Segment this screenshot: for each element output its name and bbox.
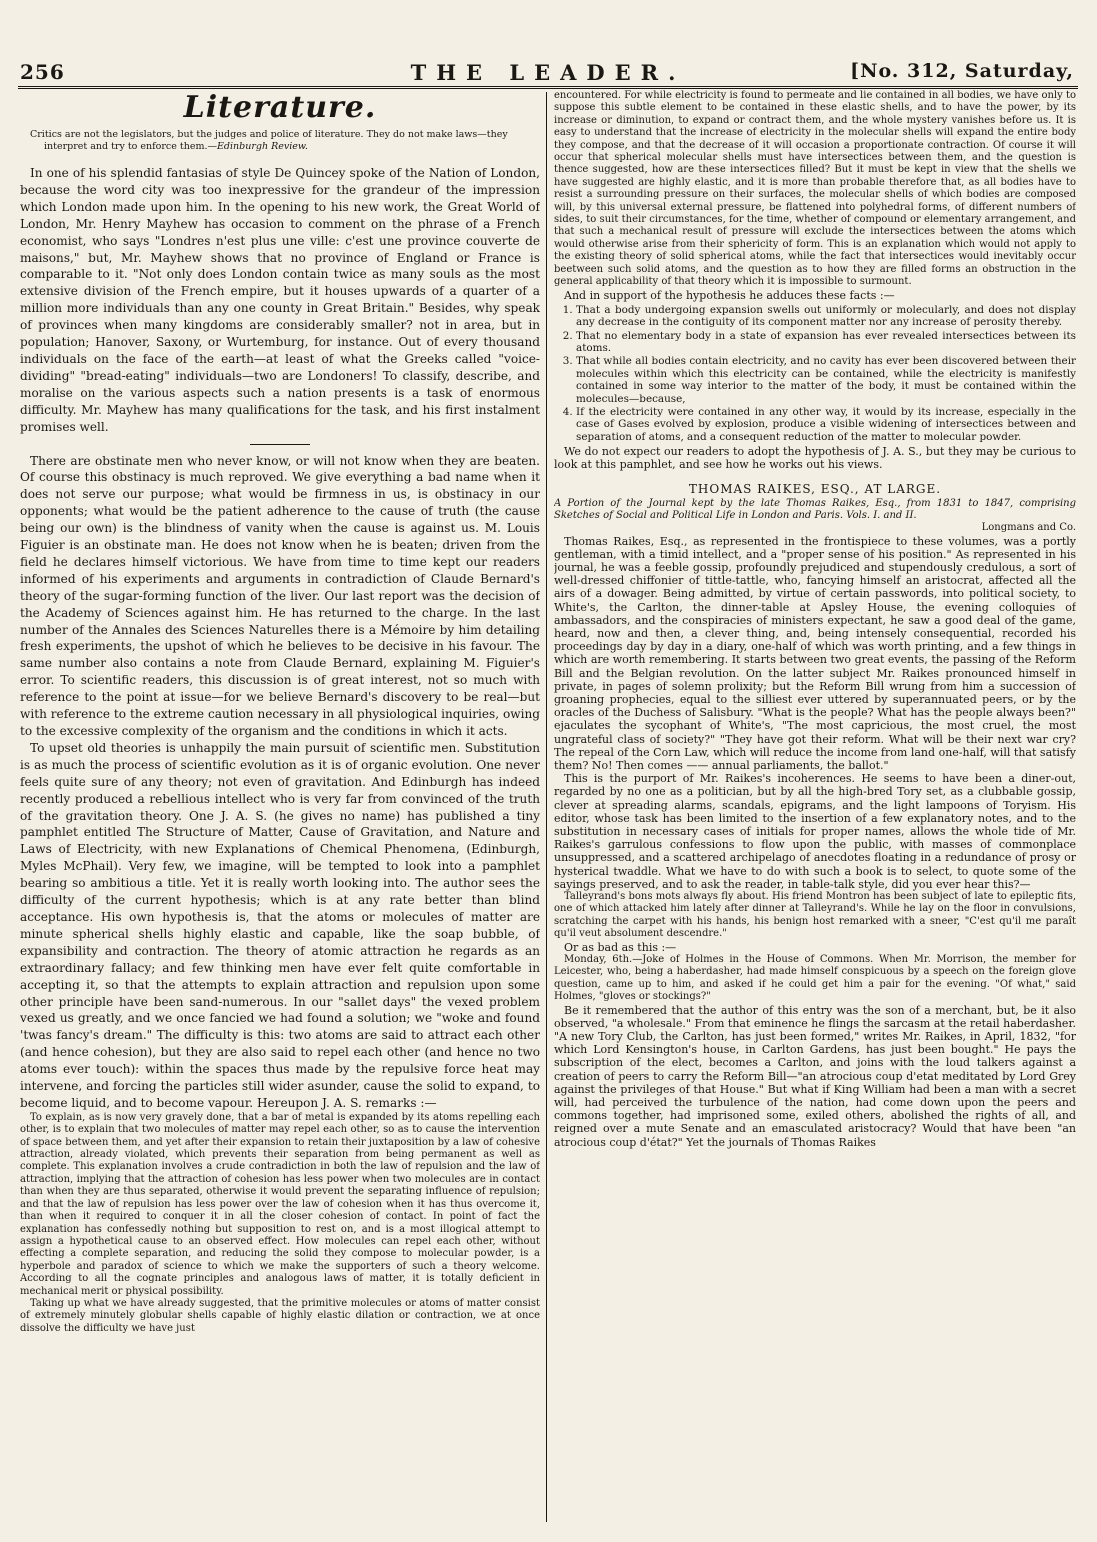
- article-paragraph: There are obstinate men who never know, or will not know when they are beaten. Of course this obstinacy is much reproved. We give everything a bad name when it does not serve our purpose; what would be firmness in us, is obstinacy in our opponents; what would be the patient adherence to the cause of truth (the cause being our own) is the blindness of vanity when the cause is against us. M. Louis Figuier is an obstinate man. He does not know when he is beaten; driven from the field he declares himself victorious. We have from time to time kept our readers informed of his experiments and arguments in contradiction of Claude Bernard's theory of the sugar-forming function of the liver. Our last report was the decision of the Academy of Sciences against him. He has returned to the charge. In the last number of the Annales des Sciences Naturelles there is a Mémoire by him detailing fresh experiments, the upshot of which he believes to be decisive in his favour. The same number also contains a note from Claude Bernard, explaining M. Figuier's error. To scientific readers, this discussion is of great interest, not so much with reference to the point at issue—for we believe Bernard's discovery to be real—but with reference to the extreme caution necessary in all physiological inquiries, owing to the excessive complexity of the organism and the conditions in which it acts.: [20, 453, 540, 738]
- facts-close: We do not expect our readers to adopt the hypothesis of J. A. S., but they may be curious to look at this pamphlet, and see how he works out his views.: [554, 445, 1076, 472]
- issue-info: [No. 312, Saturday,: [850, 60, 1074, 82]
- section-title: Literature.: [183, 90, 377, 125]
- quoted-paragraph: To explain, as is now very gravely done, that a bar of metal is expanded by its atoms repelling each other, is to explain that two molecules of matter may repel each other, so as to cause the intervention of space between them, and yet after their expansion to retain their juxtaposition by a law of cohesive attraction, already violated, which prevents their separation from being permanent as well as complete. This explanation involves a crude contradiction in both the law of repulsion and the law of attraction, implying that the attraction of cohesion has less power when two molecules are in contact than when they are thus separated, otherwise it would prevent the separating influence of repulsion; and that the law of repulsion has less power over the law of cohesion when it has thus overcome it, than when it required to conquer it in all the closer cohesion of contact. In point of fact the explanation has confessedly nothing but supposition to rest on, and is a most illogical attempt to assign a hypothetical cause to an observed effect. How molecules can repel each other, without effecting a complete separation, and reducing the solid they compose to molecular powder, is a hyperbole and paradox of science to which we make the supporters of such a theory welcome. According to all the cognate principles and analogous laws of matter, it is totally deficient in mechanical merit or physical possibility.: [20, 1111, 540, 1297]
- left-column: [20, 90, 540, 1530]
- review-title: THOMAS RAIKES, ESQ., AT LARGE.: [688, 481, 942, 496]
- column-divider: [546, 92, 547, 1522]
- review-quote: Talleyrand's bons mots always fly about. His friend Montron has been subject of late to epileptic fits, one of which attacked him lately after dinner at Talleyrand's. While he lay on the floor in convulsions, scratching the carpet with his hands, his benign host remarked with a sneer, "C'est qu'il me paraît qu'il veut absolument descendre.": [554, 891, 1076, 940]
- epigraph: [30, 129, 530, 153]
- review-paragraph: Or as bad as this :—: [564, 940, 677, 954]
- article-paragraph: To upset old theories is unhappily the main pursuit of scientific men. Substitution is as much the process of scientific evolution as it is of organic evolution. One never feels quite sure of any theory; not even of gravitation. And Edinburgh has indeed recently produced a rebellious intellect who is very far from convinced of the truth of the gravitation theory. One J. A. S. (he gives no name) has published a tiny pamphlet entitled The Structure of Matter, Cause of Gravitation, and Nature and Laws of Electricity, with new Explanations of Chemical Phenomena, (Edinburgh, Myles McPhail). Very few, we imagine, will be tempted to look into a pamphlet bearing so ambitious a title. Yet it is really worth looking into. The author sees the difficulty of the current hypothesis; which is at any rate better than blind acceptance. His own hypothesis is, that the atoms or molecules of matter are minute spherical shells highly elastic and capable, like the soap bubble, of expansibility and contraction. The theory of atomic attraction he regards as an extraordinary fallacy; and few thinking men have ever felt quite comfortable in accepting it, so that the attempts to explain attraction and repulsion upon some other principle have been sand-numerous. In our "sallet days" the vexed problem vexed us greatly, and we once fancied we had found a solution; we "woke and found 'twas fancy's dream." The difficulty is this: two atoms are said to attract each other (and hence cohesion), but they are also said to repel each other (and hence no two atoms ever touch): within the spaces thus made by the repulsive force heat may intervene, and forcing the particles still wider asunder, cause the solid to expand, to become liquid, and to become vapour. Hereupon J. A. S. remarks :—: [20, 740, 540, 1110]
- facts-intro: And in support of the hypothesis he adduces these facts :—: [564, 288, 895, 302]
- list-item: 4. If the electricity were contained in any other way, it would by its increase, especially in the case of Gases evolved by explosion, produce a visible widening of intersectices between and separation of atoms, and a consequent reduction of the matter to molecular powder.: [576, 406, 1076, 443]
- review-paragraph: Be it remembered that the author of this entry was the son of a merchant, but, be it also observed, "a wholesale." From that eminence he flings the sarcasm at the retail haberdasher. "A new Tory Club, the Carlton, has just been formed," writes Mr. Raikes, in April, 1832, "for which Lord Kensington's house, in Carlton Gardens, has just been bought." He pays the subscription of the elect, becomes a Carlton, and joins with the loud talkers against a creation of peers to carry the Reform Bill—"an atrocious coup d'etat meditated by Lord Grey against the privileges of that House." But what if King William had been a man with a secret will, had perceived the turbulence of the nation, had come down upon the peers and commons together, had imprisoned some, exiled others, abolished the rights of all, and reigned over a mute Senate and an emasculated aristocracy? Would that have been "an atrocious coup d'état?" Yet the journals of Thomas Raikes: [554, 1003, 1076, 1149]
- epigraph-text: Critics are not the legislators, but the judges and police of literature. They do not make laws—they interpret and try to enforce them.—: [30, 129, 508, 152]
- epigraph-source: Edinburgh Review.: [216, 141, 308, 152]
- review-paragraph: This is the purport of Mr. Raikes's incoherences. He seems to have been a diner-out, regarded by no one as a politician, but by all the high-bred Tory set, as a clubbable gossip, clever at spreading alarms, scandals, epigrams, and the light lampoons of Toryism. His editor, whose task has been limited to the insertion of a few explanatory notes, and to the substitution in necessary cases of initials for proper names, allows the whole tide of Mr. Raikes's garrulous confessions to flow upon the public, with masses of commonplace unsuppressed, and a scattered archipelago of anecdotes floating in a redundance of prosy or hysterical twaddle. What we have to do with such a book is to select, to quote some of the sayings preserved, and to ask the reader, in table-talk style, did you ever hear this?—: [554, 772, 1076, 891]
- header-rule: [18, 86, 1078, 89]
- review-paragraph: Thomas Raikes, Esq., as represented in the frontispiece to these volumes, was a portly gentleman, with a timid intellect, and a "proper sense of his position." As represented in his journal, he was a feeble gossip, profoundly prejudiced and stupendously credulous, a sort of well-dressed chiffonier of tittle-tattle, who, fancying himself an aristocrat, affected all the airs of a dowager. Being admitted, by virtue of certain passwords, into political society, to White's, the Carlton, the dinner-table at Apsley House, the evening colloquies of ambassadors, and the conspiracies of ministers expectant, he saw a good deal of the game, heard, now and then, a clever thing, and, being intensely consequential, recorded his proceedings day by day in a diary, one-half of which was worth printing, and a few things in which are worth remembering. It starts between two great events, the passing of the Reform Bill and the Belgian revolution. On the latter subject Mr. Raikes pronounced himself in private, in pages of solemn prolixity; but the Reform Bill wrung from him a succession of groaning prophecies, equal to the silliest ever uttered by superannuated peers, or by the oracles of the Duchess of Salisbury. "What is the people? What has the people always been?" ejaculates the sycophant of White's, "The most capricious, the most cruel, the most ungrateful class of society?" "They have got their reform. What will be their next war cry? The repeal of the Corn Law, which will reduce the income from land one-half, will that satisfy them? No! Then comes —— annual parliaments, the ballot.": [554, 534, 1076, 773]
- quoted-paragraph: Taking up what we have already suggested, that the primitive molecules or atoms of matter consist of extremely minutely globular shells capable of highly elastic dilation or contraction, we at once dissolve the difficulty we have just: [20, 1297, 540, 1334]
- quoted-paragraph-continued: encountered. For while electricity is found to permeate and lie contained in all bodies, we have only to suppose this subtle element to be contained in these elastic shells, and to have the power, by its increase or diminution, to expand or contract them, and the whole mystery vanishes before us. It is easy to understand that the increase of electricity in the molecular shells will expand the entire body they compose, and that the decrease of it will occasion a proportionate contraction. Of course it will occur that spherical molecular shells must have intersectices between them, and the question is thence suggested, how are these intersectices filled? But it must be kept in view that the shells we have suggested are highly elastic, and it is more than probable therefore that, as all bodies have to resist a surrounding pressure on their surfaces, the molecular shells of which bodies are composed will, by this universal external pressure, be flattened into polyhedral forms, of different numbers of sides, to suit their circumstances, for the time, whether of compound or elementary arrangement, and that such a mechanical result of pressure will exclude the intersectices between the atoms which would otherwise arise from their sphericity of form. This is an explanation which would not apply to the existing theory of solid spherical atoms, while the fact that intersectices would inevitably occur beetween such solid atoms, and the question as to how they are filled forms an obstruction in the general applicability of that theory which it is impossible to surmount.: [554, 90, 1076, 288]
- list-item: 1. That a body undergoing expansion swells out uniformly or molecularly, and does not display any decrease in the contiguity of its component matter nor any increase of perosity thereby.: [576, 304, 1076, 329]
- list-item: 2. That no elementary body in a state of expansion has ever revealed intersectices between its atoms.: [576, 330, 1076, 355]
- page-number: 256: [20, 60, 65, 84]
- page-header: [18, 60, 1078, 86]
- review-subtitle: A Portion of the Journal kept by the late Thomas Raikes, Esq., from 1831 to 1847, comprising Sketches of Social and Political Life in London and Paris. Vols. I. and II.: [554, 497, 1076, 521]
- facts-list: [554, 304, 1076, 443]
- section-separator: [250, 444, 310, 445]
- newspaper-title: THE LEADER.: [410, 60, 686, 85]
- list-item: 3. That while all bodies contain electricity, and no cavity has ever been discovered between their molecules within which this electricity can be contained, while the electricity is manifestly contained in some way interior to the matter of the body, it must be contained within the molecules—because,: [576, 355, 1076, 405]
- article-paragraph: In one of his splendid fantasias of style De Quincey spoke of the Nation of London, because the word city was too inexpressive for the grandeur of the impression which London made upon him. In the opening to his new work, the Great World of London, Mr. Henry Mayhew has occasion to comment on the phrase of a French economist, who says "Londres n'est plus une ville: c'est une province couverte de maisons," but, Mr. Mayhew shows that no province of England or France is comparable to it. "Not only does London contain twice as many souls as the most extensive division of the French empire, but it houses upwards of a quarter of a million more individuals than any one county in Great Britain." Besides, why speak of provinces when many kingdoms are considerably smaller? not in area, but in population; Hanover, Saxony, or Wurtemburg, for instance. Out of every thousand individuals on the face of the earth—at least of what the Greeks called "voice-dividing" "bread-eating" individuals—two are Londoners! To classify, describe, and moralise on the various aspects such a nation presents is a task of enormous difficulty. Mr. Mayhew has many qualifications for the task, and his first instalment promises well.: [20, 166, 540, 434]
- review-quote: Monday, 6th.—Joke of Holmes in the House of Commons. When Mr. Morrison, the member for Leicester, who, being a haberdasher, had made himself conspicuous by a speech on the foreign glove question, came up to him, and asked if he could get him a pair for the evening. "Of what," said Holmes, "gloves or stockings?": [554, 953, 1076, 1003]
- right-column: [554, 90, 1076, 1530]
- review-publisher: Longmans and Co.: [981, 521, 1076, 533]
